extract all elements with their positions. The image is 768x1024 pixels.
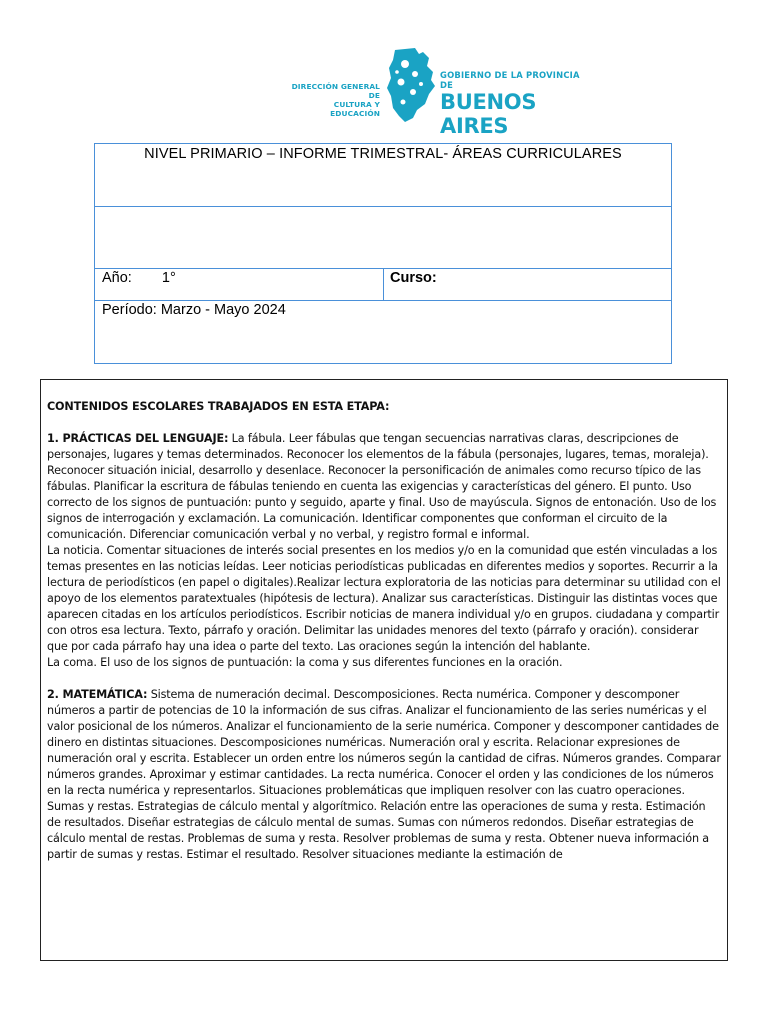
year-course-row [95,269,671,301]
math-paragraph-1 [47,687,721,799]
language-text-1: La fábula. Leer fábulas que tengan secuencias narrativas claras, descripciones de personajes, lugares y temas determinados. Reconocer los elementos de la fábula (personajes, lugares, temas, moraleja). Reconocer situación inicial, desarrollo y desenlace. Reconocer la personificación de animales como recurso típico de las fábulas. Planificar la escritura de fábulas teniendo en cuenta las exigencias y características del género. El punto. Uso correcto de los signos de puntuación: punto y seguido, aparte y final. Uso de mayúscula. Signos de entonación. Uso de los signos de interrogación y exclamación. La comunicación. Identificar componentes que conforman el circuito de la comunicación. Diferenciar comunicación verbal y no verbal, y registro formal e informal. [47,432,717,541]
year-cell [95,269,384,300]
dgce-logo-text [288,82,380,118]
course-cell [384,269,671,300]
gba-small-text: GOBIERNO DE LA PROVINCIA DE [440,70,580,90]
dgce-line-1: DIRECCIÓN GENERAL DE [291,82,380,100]
title-row [95,144,671,207]
course-label: Curso: [390,270,437,286]
math-text-1: Sistema de numeración decimal. Descomposiciones. Recta numérica. Componer y descomponer números a partir de potencias de 10 la información de sus cifras. Analizar el funcionamiento de las series numéricas y el valor posicional de los números. Analizar el funcionamiento de la serie numérica. Componer y descomponer cantidades de dinero en distintas situaciones. Descomposiciones numéricas. Numeración oral y escrita. Relacionar expresiones de numeración oral y escrita. Establecer un orden entre los números según la cantidad de cifras. Números grandes. Comparar números grandes. Aproximar y estimar cantidades. La recta numérica. Conocer el orden y las condiciones de los números en la recta numérica y representarlos. Situaciones problemáticas que impliquen resolver con las cuatro operaciones. [47,688,721,797]
year-label: Año: [102,270,132,286]
contents-heading: CONTENIDOS ESCOLARES TRABAJADOS EN ESTA ETAPA: [47,400,390,413]
math-title: 2. MATEMÁTICA: [47,688,148,701]
period-row [95,301,671,363]
contents-box [40,379,728,961]
language-paragraph-2: La noticia. Comentar situaciones de interés social presentes en los medios y/o en la comunidad que estén vinculadas a los temas presentes en las noticias leídas. Leer noticias periodísticas publicadas en diferentes medios y soportes. Recurrir a la lectura de periodísticos (en papel o digitales).Realizar lectura exploratoria de las noticias para determinar su utilidad con el apoyo de los elementos paratextuales (hipótesis de lectura). Analizar sus características. Distinguir las distintas voces que aparecen citadas en los artículos periodísticos. Escribir noticias de manera individual y/o en grupos. ciudadana y compartir con otros esa lectura. Texto, párrafo y oración. Delimitar las unidades menores del texto (párrafo y oración). considerar que por cada párrafo hay una idea o parte del texto. Las oraciones según la intención del hablante. [47,544,721,653]
blank-row [95,207,671,269]
language-title: 1. PRÁCTICAS DEL LENGUAJE: [47,432,229,445]
report-title: NIVEL PRIMARIO – INFORME TRIMESTRAL- ÁREAS CURRICULARES [144,146,622,162]
math-paragraph-2: Sumas y restas. Estrategias de cálculo mental y algorítmico. Relación entre las operaciones de suma y resta. Estimación de resultados. Diseñar estrategias de cálculo mental de sumas. Sumas con números redondos. Diseñar estrategias de cálculo mental de restas. Problemas de suma y resta. Resolver problemas de suma y resta. Obtener nueva información a partir de sumas y restas. Estimar el resultado. Resolver situaciones mediante la estimación de [47,800,710,861]
report-info-table [94,143,672,364]
gba-big-text: BUENOS AIRES [440,90,537,138]
language-paragraph-1 [47,431,721,543]
year-value: 1° [161,270,176,286]
language-paragraph-3: La coma. El uso de los signos de puntuación: la coma y sus diferentes funciones en la oración. [47,656,563,669]
period-text: Período: Marzo - Mayo 2024 [102,302,286,318]
gba-logo-text [440,70,580,138]
dgce-line-2: CULTURA Y EDUCACIÓN [330,100,380,118]
province-map-emblem-icon [385,44,437,124]
